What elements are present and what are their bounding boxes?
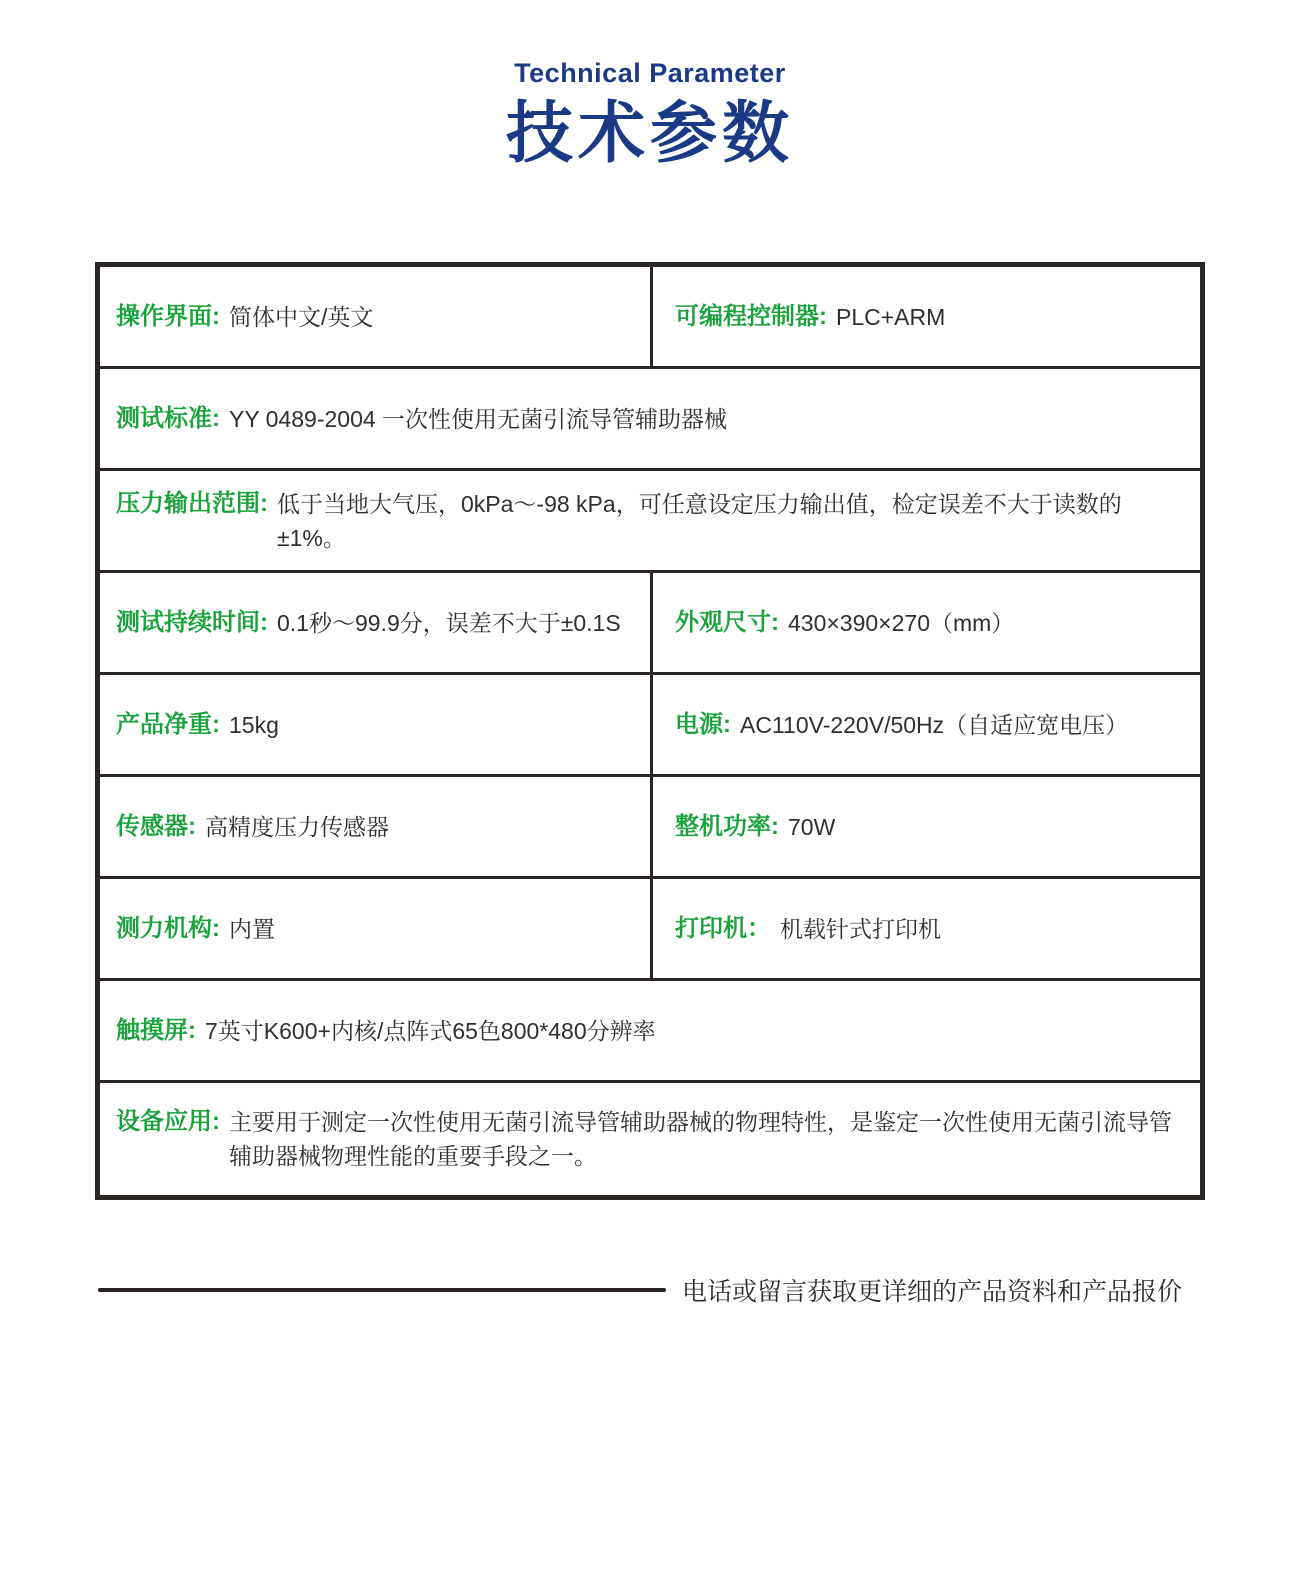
table-row-interface-controller <box>100 267 1200 369</box>
spec-value: 主要用于测定一次性使用无菌引流导管辅助器械的物理特性，是鉴定一次性使用无菌引流导管辅助器械物理性能的重要手段之一。 <box>229 1109 1172 1169</box>
spec-value: 机载针式打印机 <box>780 915 941 942</box>
spec-value: PLC+ARM <box>836 303 946 330</box>
spec-value: 70W <box>788 813 836 840</box>
footer-divider-line <box>98 1288 666 1292</box>
spec-cell-sensor <box>100 777 650 876</box>
spec-label: 外观尺寸: <box>675 608 779 636</box>
table-row-sensor-power <box>100 777 1200 879</box>
spec-value: 低于当地大气压，0kPa～-98 kPa，可任意设定压力输出值，检定误差不大于读数的±1%。 <box>277 490 1122 551</box>
spec-value: YY 0489-2004 一次性使用无菌引流导管辅助器械 <box>229 405 728 432</box>
table-row-weight-power-supply <box>100 675 1200 777</box>
spec-cell-force-mechanism <box>100 879 650 978</box>
spec-value: AC110V-220V/50Hz（自适应宽电压） <box>740 711 1129 738</box>
spec-label: 设备应用: <box>116 1108 220 1135</box>
spec-label: 触摸屏: <box>116 1016 196 1044</box>
spec-cell-test-standard <box>100 369 1200 468</box>
footer-contact-note <box>98 1272 1205 1308</box>
spec-label: 操作界面: <box>116 302 220 330</box>
spec-value: 7英寸K600+内核/点阵式65色800*480分辨率 <box>205 1017 656 1044</box>
spec-label: 压力输出范围: <box>116 489 268 517</box>
spec-value: 0.1秒～99.9分，误差不大于±0.1S <box>277 609 621 636</box>
spec-label: 传感器: <box>116 812 196 840</box>
spec-cell-touchscreen <box>100 981 1200 1080</box>
spec-cell-interface <box>100 267 650 366</box>
spec-cell-printer <box>650 879 1200 978</box>
spec-label: 测力机构: <box>116 914 220 942</box>
header-subtitle-en: Technical Parameter <box>514 58 786 88</box>
spec-label: 可编程控制器: <box>675 302 827 330</box>
spec-value: 简体中文/英文 <box>229 303 374 330</box>
spec-value: 内置 <box>229 915 275 942</box>
table-row-application <box>100 1083 1200 1195</box>
spec-cell-controller <box>650 267 1200 366</box>
spec-value: 430×390×270（mm） <box>788 609 1015 636</box>
spec-label: 测试标准: <box>116 404 220 432</box>
table-row-pressure-range <box>100 471 1200 573</box>
spec-label: 打印机： <box>675 914 771 942</box>
spec-cell-test-duration <box>100 573 650 672</box>
spec-cell-total-power <box>650 777 1200 876</box>
spec-label: 测试持续时间: <box>116 608 268 636</box>
spec-cell-power-supply <box>650 675 1200 774</box>
spec-cell-pressure-range <box>100 471 1200 570</box>
table-row-force-printer <box>100 879 1200 981</box>
page-header <box>0 58 1300 171</box>
spec-label: 整机功率: <box>675 812 779 840</box>
spec-label: 电源: <box>675 710 731 738</box>
footer-note-text: 电话或留言获取更详细的产品资料和产品报价 <box>682 1278 1183 1306</box>
table-row-test-standard <box>100 369 1200 471</box>
table-row-touchscreen <box>100 981 1200 1083</box>
spec-label: 产品净重: <box>116 710 220 738</box>
table-row-duration-dimensions <box>100 573 1200 675</box>
spec-cell-dimensions <box>650 573 1200 672</box>
spec-value: 高精度压力传感器 <box>205 813 389 840</box>
spec-cell-net-weight <box>100 675 650 774</box>
page-title: 技术参数 <box>506 96 794 171</box>
technical-parameter-table <box>95 262 1205 1200</box>
spec-value: 15kg <box>229 711 279 738</box>
spec-cell-application <box>100 1083 1200 1195</box>
